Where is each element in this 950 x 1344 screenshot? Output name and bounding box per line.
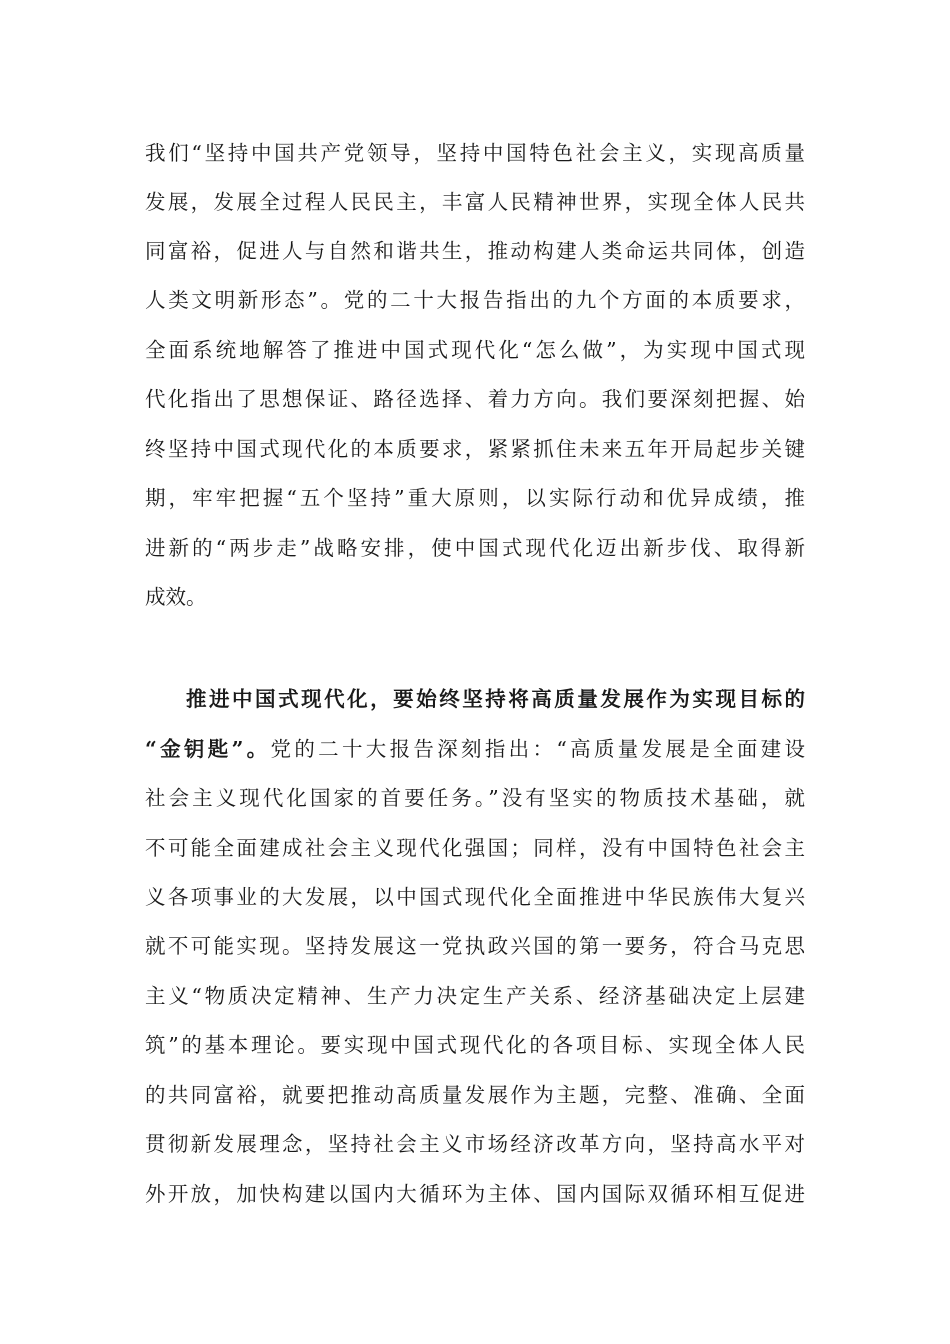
paragraph-2-line-6: 就不可能实现。坚持发展这一党执政兴国的第一要务，符合马克思 xyxy=(145,934,805,958)
paragraph-1-line-8: 期，牢牢把握“五个坚持”重大原则，以实际行动和优异成绩，推 xyxy=(145,486,805,510)
paragraph-1-line-10: 成效。 xyxy=(145,585,207,609)
paragraph-2-heading-line-2: “金钥匙”。 xyxy=(145,737,271,761)
paragraph-1-line-9: 进新的“两步走”战略安排，使中国式现代化迈出新步伐、取得新 xyxy=(145,536,805,560)
paragraph-1-line-3: 同富裕，促进人与自然和谐共生，推动构建人类命运共同体，创造 xyxy=(145,239,805,263)
paragraph-2-line-5: 义各项事业的大发展，以中国式现代化全面推进中华民族伟大复兴 xyxy=(145,885,805,909)
paragraph-1-line-4: 人类文明新形态”。党的二十大报告指出的九个方面的本质要求， xyxy=(145,288,805,312)
paragraph-1-line-7: 终坚持中国式现代化的本质要求，紧紧抓住未来五年开局起步关键 xyxy=(145,437,805,461)
paragraph-2-line-4: 不可能全面建成社会主义现代化强国；同样，没有中国特色社会主 xyxy=(145,836,805,860)
paragraph-2-line-9: 的共同富裕，就要把推动高质量发展作为主题，完整、准确、全面 xyxy=(145,1083,805,1107)
paragraph-2-line-11: 外开放，加快构建以国内大循环为主体、国内国际双循环相互促进 xyxy=(145,1182,805,1206)
paragraph-2-line-3: 社会主义现代化国家的首要任务。”没有坚实的物质技术基础，就 xyxy=(145,786,805,810)
paragraph-2-line-10: 贯彻新发展理念，坚持社会主义市场经济改革方向，坚持高水平对 xyxy=(145,1132,805,1156)
paragraph-1-line-5: 全面系统地解答了推进中国式现代化“怎么做”，为实现中国式现 xyxy=(145,338,805,362)
paragraph-1-line-2: 发展，发展全过程人民民主，丰富人民精神世界，实现全体人民共 xyxy=(145,190,805,214)
paragraph-1-line-6: 代化指出了思想保证、路径选择、着力方向。我们要深刻把握、始 xyxy=(145,387,805,411)
paragraph-2-line-2-rest: 党的二十大报告深刻指出：“高质量发展是全面建设 xyxy=(270,737,805,761)
paragraph-2-heading-line-1: 推进中国式现代化，要始终坚持将高质量发展作为实现目标的 xyxy=(186,687,805,711)
paragraph-2-line-2 xyxy=(145,735,805,763)
paragraph-1-line-1: 我们“坚持中国共产党领导，坚持中国特色社会主义，实现高质量 xyxy=(145,141,805,165)
paragraph-2-line-8: 筑”的基本理论。要实现中国式现代化的各项目标、实现全体人民 xyxy=(145,1033,805,1057)
paragraph-2-line-7: 主义“物质决定精神、生产力决定生产关系、经济基础决定上层建 xyxy=(145,984,805,1008)
